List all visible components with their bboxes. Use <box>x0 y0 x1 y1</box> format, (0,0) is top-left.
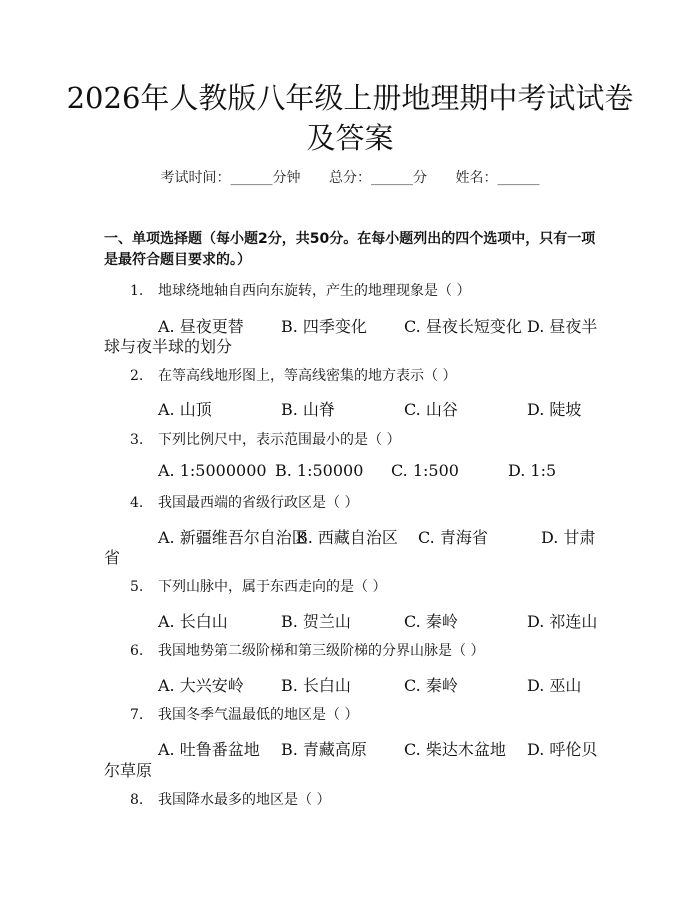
option-a: A. 新疆维吾尔自治区 <box>158 528 308 547</box>
option-d: D. 昼夜半 <box>527 317 598 336</box>
option-b: B. 1:50000 <box>275 461 364 480</box>
question-number: 5. <box>130 579 144 595</box>
option-b: B. 青藏高原 <box>281 740 367 759</box>
student-name-field: 姓名：______ <box>455 170 540 186</box>
option-a: A. 吐鲁番盆地 <box>158 740 260 759</box>
option-b: B. 贺兰山 <box>281 612 351 631</box>
option-c: C. 1:500 <box>391 461 459 480</box>
option-d: D. 呼伦贝 <box>527 740 598 759</box>
question-number: 4. <box>130 495 144 511</box>
question-number: 3. <box>130 432 144 448</box>
option-a: A. 长白山 <box>158 612 228 631</box>
exam-time-field: 考试时间：______分钟 <box>160 170 301 186</box>
option-a: A. 山顶 <box>158 400 212 419</box>
option-b: B. 四季变化 <box>281 317 367 336</box>
option-wrap-text: 尔草原 <box>104 761 153 780</box>
title-line-1: 2026年人教版八年级上册地理期中考试试卷 <box>66 81 634 115</box>
total-score-field: 总分：______分 <box>329 170 427 186</box>
question-text: 下列比例尺中，表示范围最小的是（ ） <box>158 432 401 448</box>
option-b: B. 长白山 <box>281 676 351 695</box>
question-number: 1. <box>130 283 144 299</box>
title-line-2: 及答案 <box>306 121 394 155</box>
option-c: C. 秦岭 <box>404 676 458 695</box>
option-d: D. 祁连山 <box>527 612 598 631</box>
option-c: C. 昼夜长短变化 <box>404 317 522 336</box>
option-c: C. 山谷 <box>404 400 458 419</box>
option-d: D. 陡坡 <box>527 400 582 419</box>
exam-title <box>0 78 700 158</box>
option-a: A. 大兴安岭 <box>158 676 244 695</box>
option-c: C. 青海省 <box>418 528 488 547</box>
option-a: A. 1:5000000 <box>158 461 267 480</box>
question-number: 8. <box>130 792 144 808</box>
option-wrap-text: 省 <box>104 548 121 567</box>
question-text: 地球绕地轴自西向东旋转，产生的地理现象是（ ） <box>158 283 471 299</box>
question-text: 我国地势第二级阶梯和第三级阶梯的分界山脉是（ ） <box>158 643 485 659</box>
option-b: B. 山脊 <box>281 400 335 419</box>
option-d: D. 1:5 <box>508 461 557 480</box>
question-number: 7. <box>130 707 144 723</box>
option-a: A. 昼夜更替 <box>158 317 244 336</box>
option-b: B. 西藏自治区 <box>296 528 398 547</box>
question-text: 我国冬季气温最低的地区是（ ） <box>158 707 359 723</box>
question-text: 我国最西端的省级行政区是（ ） <box>158 495 359 511</box>
question-text: 下列山脉中，属于东西走向的是（ ） <box>158 579 387 595</box>
question-number: 6. <box>130 643 144 659</box>
question-text: 我国降水最多的地区是（ ） <box>158 792 331 808</box>
section-heading: 一、单项选择题（每小题2分，共50分。在每小题列出的四个选项中，只有一项是最符合题目要求的。） <box>104 231 596 268</box>
option-c: C. 柴达木盆地 <box>404 740 506 759</box>
option-d: D. 巫山 <box>527 676 582 695</box>
option-wrap-text: 球与夜半球的划分 <box>104 337 233 356</box>
option-c: C. 秦岭 <box>404 612 458 631</box>
question-text: 在等高线地形图上，等高线密集的地方表示（ ） <box>158 368 457 384</box>
exam-info-row <box>0 167 700 187</box>
question-number: 2. <box>130 368 144 384</box>
option-d: D. 甘肃 <box>541 528 596 547</box>
